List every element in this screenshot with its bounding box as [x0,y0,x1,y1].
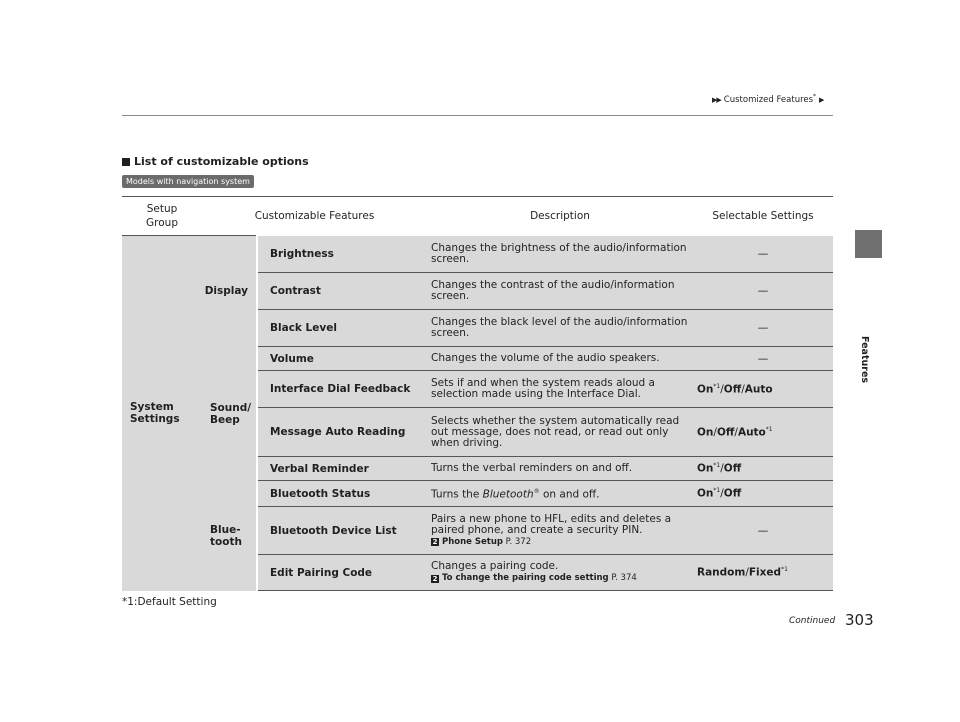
header-customizable-features: Customizable Features [202,197,427,236]
section-title [122,155,309,168]
description-cell [427,507,693,555]
continued-label: Continued [789,616,836,626]
settings-cell: — [693,310,833,347]
description-cell: Changes the black level of the audio/information screen. [427,310,693,347]
reference-icon: 2 [432,574,438,583]
default-mark: *1 [713,382,721,390]
breadcrumb-text: Customized Features [723,94,814,105]
feature-cell: Edit Pairing Code [257,555,427,591]
description-cell [427,555,693,591]
registered-mark: ® [533,488,540,496]
table-header-row [122,197,833,236]
setting-on: On [697,383,714,396]
setting-random: Random [697,566,746,579]
settings-cell: — [693,236,833,273]
reference-page: P. 374 [608,573,637,583]
settings-cell [693,555,833,591]
feature-cell: Message Auto Reading [257,408,427,457]
description-text: Pairs a new phone to HFL, edits and deletes a paired phone, and create a security PIN. [431,512,672,536]
model-badge: Models with navigation system [122,175,254,188]
subgroup-display: Display [202,236,257,347]
breadcrumb-end-arrow: ▶ [819,95,824,104]
setting-separator: / [713,426,717,439]
setting-separator: / [720,487,724,500]
setting-separator: / [741,383,745,396]
header-setup-group: Setup Group [122,197,202,236]
feature-cell: Contrast [257,273,427,310]
feature-cell: Bluetooth Status [257,481,427,507]
settings-cell [693,408,833,457]
setting-on: On [697,426,714,439]
default-mark: *1 [765,425,773,433]
subgroup-sound-beep: Sound/ Beep [202,347,257,481]
section-bullet-icon [122,158,130,166]
setting-separator: / [745,566,749,579]
footnote: *1:Default Setting [122,596,217,608]
reference-title: To change the pairing code setting [442,573,609,583]
description-text: Changes a pairing code. [431,560,559,572]
setting-auto: Auto [744,383,773,396]
default-mark: *1 [713,487,721,495]
default-mark: *1 [713,462,721,470]
setting-off: Off [723,487,742,500]
feature-cell: Verbal Reminder [257,457,427,481]
setting-separator: / [720,383,724,396]
subgroup-bluetooth: Blue- tooth [202,481,257,591]
setting-off: Off [716,426,735,439]
cross-reference[interactable] [431,573,637,583]
settings-cell: — [693,273,833,310]
description-cell: Changes the contrast of the audio/information screen. [427,273,693,310]
setting-off: Off [723,383,742,396]
setting-separator: / [720,462,724,475]
section-title-text: List of customizable options [134,155,309,168]
settings-cell [693,457,833,481]
reference-title: Phone Setup [442,536,503,547]
description-cell: Turns the verbal reminders on and off. [427,457,693,481]
description-cell: Selects whether the system automatically read out message, does not read, or read out only when driving. [427,408,693,457]
setting-separator: / [734,426,738,439]
breadcrumb [712,93,852,105]
header-selectable-settings: Selectable Settings [693,197,833,236]
description-text: Turns the [431,488,483,501]
reference-page: P. 372 [502,536,532,547]
settings-cell: — [693,347,833,371]
default-mark: *1 [781,566,788,574]
table-row [122,481,833,507]
side-tab-label: Features [859,336,870,384]
cross-reference[interactable] [431,537,531,547]
description-cell: Sets if and when the system reads aloud a selection made using the Interface Dial. [427,371,693,408]
table-row [122,347,833,371]
setting-off: Off [723,462,742,475]
header-rule [122,115,833,116]
side-tab [855,230,882,258]
reference-icon: 2 [432,538,438,546]
feature-cell: Bluetooth Device List [257,507,427,555]
settings-cell [693,371,833,408]
setting-auto: Auto [737,426,766,439]
feature-cell: Interface Dial Feedback [257,371,427,408]
feature-cell: Brightness [257,236,427,273]
table-row [122,236,833,273]
breadcrumb-star: * [813,93,817,100]
settings-cell: — [693,507,833,555]
breadcrumb-arrows: ▶▶ [712,95,721,104]
options-table [122,196,833,591]
description-emphasis: Bluetooth [482,488,534,501]
group-cell: System Settings [122,236,202,591]
description-cell: Changes the volume of the audio speakers. [427,347,693,371]
setting-on: On [697,487,714,500]
description-cell [427,481,693,507]
feature-cell: Black Level [257,310,427,347]
setting-fixed: Fixed [748,566,782,579]
description-text: on and off. [539,488,600,501]
page-number: 303 [845,611,874,629]
description-cell: Changes the brightness of the audio/information screen. [427,236,693,273]
setting-on: On [697,462,714,475]
feature-cell: Volume [257,347,427,371]
settings-cell [693,481,833,507]
header-description: Description [427,197,693,236]
